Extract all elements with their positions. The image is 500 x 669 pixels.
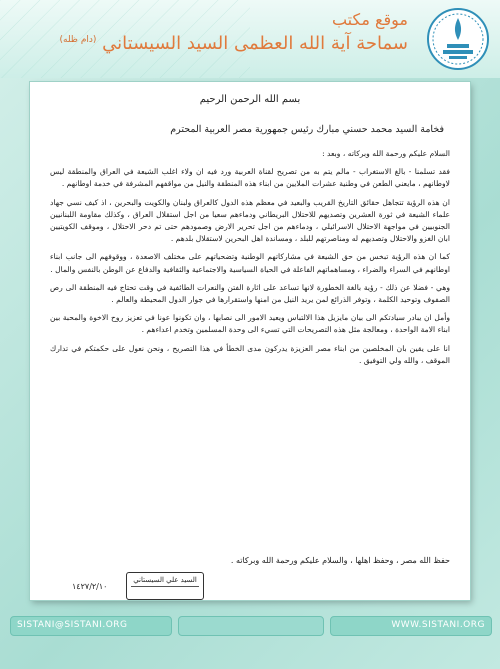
website-bar (330, 616, 492, 636)
footer-center-bar (178, 616, 324, 636)
site-title: موقع مكتب (331, 10, 408, 29)
letter-document (30, 82, 470, 600)
basmala: بسم الله الرحمن الرحيم (199, 94, 301, 105)
email-bar (10, 616, 172, 636)
sistani-logo-icon[interactable] (425, 6, 491, 72)
letter-closing: حفظ الله مصر ، وحفظ اهلها ، والسلام عليكم ورحمة الله وبركاته . (230, 556, 450, 565)
letter-paragraph: وهي - فضلا عن ذلك - رؤية بالغة الخطورة لانها تساعد على اثارة الفتن والنعرات الطائفية في وقت تحتاج فيه المنطقة الى رص الصفوف وتوحيد الكلمة ، وتوفر الذرائع لمن يريد النيل من امنها واستقرارها في جوار الدول المحيطة والعالم . (50, 282, 450, 305)
website-link[interactable]: WWW.SISTANI.ORG (391, 620, 485, 630)
honorific: (دام ظله) (59, 35, 97, 45)
letter-body (50, 148, 450, 373)
letter-paragraph: كما ان هذه الرؤية تبخس من حق الشيعة في مشاركاتهم الوطنية وتضحياتهم على مختلف الاصعدة ، ووقوفهم الى جانب ابناء اوطانهم في السراء والضراء ، ومساهماتهم الفاعلة في الحياة السياسية والاجتماعية والثقافية والدفاع عن الوطن بالنفس والمال . (50, 252, 450, 274)
site-subtitle-text: سماحة آية الله العظمى السيد السيستاني (102, 33, 408, 54)
letter-paragraph: وأمل ان يبادر سيادتكم الى بيان مايزيل هذا الالتباس ويعيد الامور الى نصابها ، وان تكونوا عونا في تعزيز روح الاخوة والمحبة بين ابناء الامة الواحدة ، ومعالجة مثل هذه التصريحات التي تسيء الى وحدة المسلمين وتخدم اعداءهم . (50, 313, 450, 335)
letter-paragraph: فقد تسلمنا - بالغ الاستغراب - مالم يتم به من تصريح لقناة العربية ورد فيه ان ولاء اغلب الشيعة في العراق والمنطقة ليس لاوطانهم ، مايعني الطعن في وطنية عشرات الملايين من ابناء هذه المنطقة والنيل من مواقفهم المشرفة في خدمة اوطانهم . (50, 167, 450, 189)
email-link[interactable]: SISTANI@SISTANI.ORG (17, 620, 128, 630)
seal-stamp (126, 572, 204, 600)
footer-email-link[interactable] (17, 620, 128, 630)
seal-stamp-divider (131, 586, 199, 587)
letter-paragraph: انا على يقين بان المخلصين من ابناء مصر العزيزة يدركون مدى الخطأ في هذا التصريح ، ونحن نعول على حكمتكم في تدارك الموقف ، والله ولي التوفيق . (50, 343, 450, 365)
site-footer (0, 608, 500, 669)
site-header (0, 0, 500, 78)
letter-date: ١٤٢٧/٢/١٠ (72, 582, 108, 591)
letter-recipient: فخامة السيد محمد حسني مبارك رئيس جمهورية مصر العربية المحترم (170, 124, 444, 135)
footer-website-link[interactable] (391, 620, 485, 630)
letter-paragraph: ان هذه الرؤية تتجاهل حقائق التاريخ القريب والبعيد في معظم هذه الدول كالعراق ولبنان والكويت والبحرين ، اذ كيف نسي جهاد علماء الشيعة في ثورة العشرين وتصديهم للاحتلال البريطاني ودماءهم سعيا من اجل استقلال العراق ، وكذلك مقاومة اللبنانيين الجنوبيين في مواجهة الاحتلال الاسرائيلي ، ودماءهم من اجل تحرير الارض وصمودهم حتى تم دحر الاحتلال ، وموقف الكويتيين ابان الغزو والاحتلال وتصديهم له ومناصرتهم للبلد ، ومساندة اهل البحرين لاستقلال بلدهم . (50, 197, 450, 244)
seal-stamp-text: السيد علي السيستاني (133, 576, 197, 584)
letter-greeting: السلام عليكم ورحمة الله وبركاته ، وبعد : (322, 149, 450, 158)
site-subtitle (53, 33, 408, 54)
